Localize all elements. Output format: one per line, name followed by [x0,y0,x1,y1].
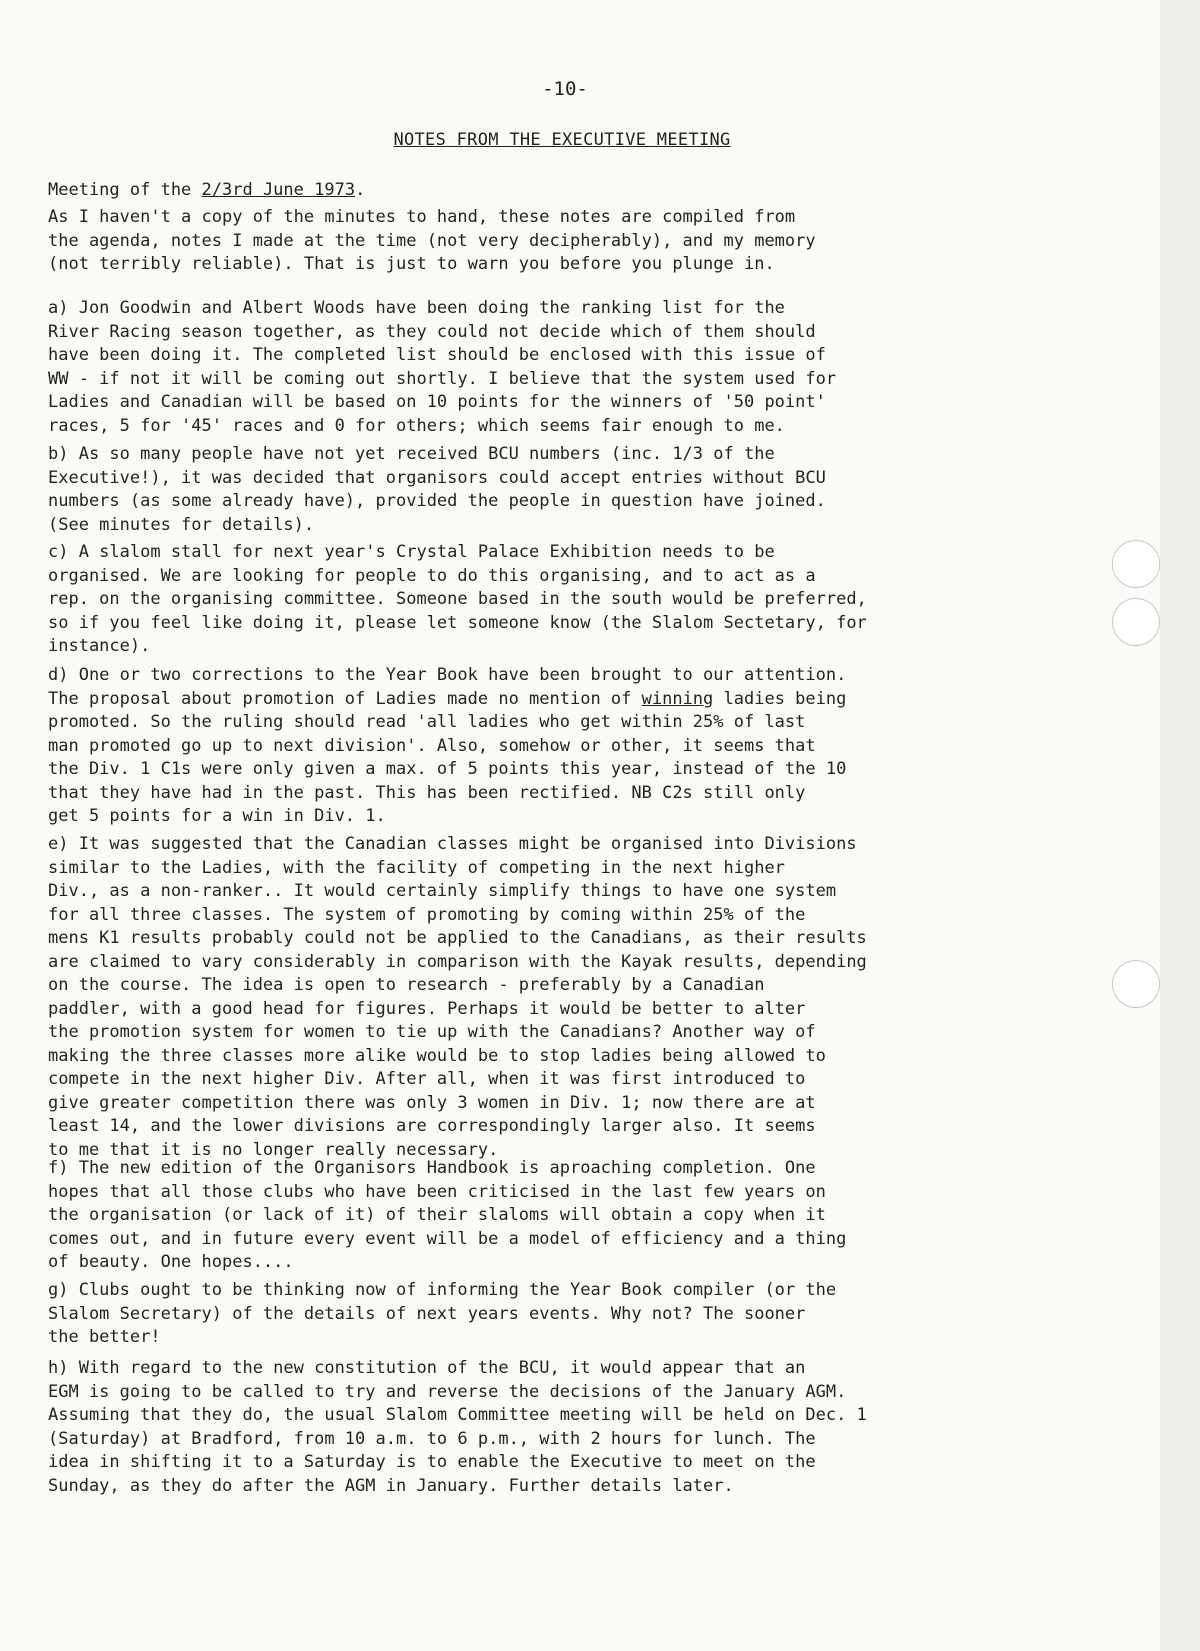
meeting-date-line [48,180,648,200]
punch-hole [1112,960,1160,1008]
meeting-suffix: . [355,180,366,200]
intro-paragraph: As I haven't a copy of the minutes to hand, these notes are compiled from the agenda, notes I made at the time (not very decipherably), and my memory (not terribly reliable). That is just to warn you before you plunge in. [48,207,816,274]
paragraph-f: f) The new edition of the Organisors Handbook is aproaching completion. One hopes that all those clubs who have been criticised in the last few years on the organisation (or lack of it) of their slaloms will obtain a copy when it comes out, and in future every event will be a model of efficiency and a thing of beauty. One hopes.... [48,1158,847,1272]
meeting-date: 2/3rd June 1973 [201,180,356,200]
page-number: -10- [542,78,588,100]
meeting-prefix: Meeting of the [48,180,202,200]
paragraph-h: h) With regard to the new constitution of the BCU, it would appear that an EGM is going to be called to try and reverse the decisions of the January AGM. Assuming that they do, the usual Slalom Committee meeting will be held on Dec. 1 (Saturday) at Bradford, from 10 a.m. to 6 p.m., with 2 hours for lunch. The idea in shifting it to a Saturday is to enable the Executive to meet on the Sunday, as they do after the AGM in January. Further details later. [48,1358,867,1496]
paragraph-d-emphasis: winning [641,688,714,709]
punch-hole [1112,540,1160,588]
page-edge [1160,0,1200,1651]
paragraph-c: c) A slalom stall for next year's Crystal Palace Exhibition needs to be organised. We are looking for people to do this organising, and to act as a rep. on the organising committee. Someone based in the south would be preferred, so if you feel like doing it, please let someone know (the Slalom Sectetary, for instance). [48,542,867,656]
paragraph-b: b) As so many people have not yet received BCU numbers (inc. 1/3 of the Executive!), it was decided that organisors could accept entries without BCU numbers (as some already have), provided the people in question have joined. (See minutes for details). [48,444,826,535]
punch-hole [1112,598,1160,646]
paragraph-d-text: ladies being promoted. So the ruling should read 'all ladies who get within 25% of last man promoted go up to next division'. Also, somehow or other, it seems that the Div. 1 C1s were only given a max. of 5 points this year, instead of the 10 that they have had in the past. This has been rectified. NB C2s still only get 5 points for a win in Div. 1. [48,688,847,826]
paragraph-d-text: d) One or two corrections to the Year Book have been brought to our attention. The proposal about promotion of Ladies made no mention of [48,665,847,709]
page-title: NOTES FROM THE EXECUTIVE MEETING [393,130,731,150]
paragraph-g: g) Clubs ought to be thinking now of informing the Year Book compiler (or the Slalom Secretary) of the details of next years events. Why not? The sooner the better! [48,1280,837,1347]
paragraph-e: e) It was suggested that the Canadian classes might be organised into Divisions similar to the Ladies, with the facility of competing in the next higher Div., as a non-ranker.. It would certainly simplify things to have one system for all three classes. The system of promoting by coming within 25% of the mens K1 results probably could not be applied to the Canadians, as their results are claimed to vary considerably in comparison with the Kayak results, depending on the course. The idea is open to research - preferably by a Canadian paddler, with a good head for figures. Perhaps it would be better to alter the promotion system for women to tie up with the Canadians? Another way of making the three classes more alike would be to stop ladies being allowed to compete in the next higher Div. After all, when it was first introduced to give greater competition there was only 3 women in Div. 1; now there are at least 14, and the lower divisions are correspondingly larger also. It seems to me that it is no longer really necessary. [48,834,867,1160]
paragraph-d [48,664,1108,829]
paragraph-a: a) Jon Goodwin and Albert Woods have been doing the ranking list for the River Racing season together, as they could not decide which of them should have been doing it. The completed list should be enclosed with this issue of WW - if not it will be coming out shortly. I believe that the system used for Ladies and Canadian will be based on 10 points for the winners of '50 point' races, 5 for '45' races and 0 for others; which seems fair enough to me. [48,298,837,436]
